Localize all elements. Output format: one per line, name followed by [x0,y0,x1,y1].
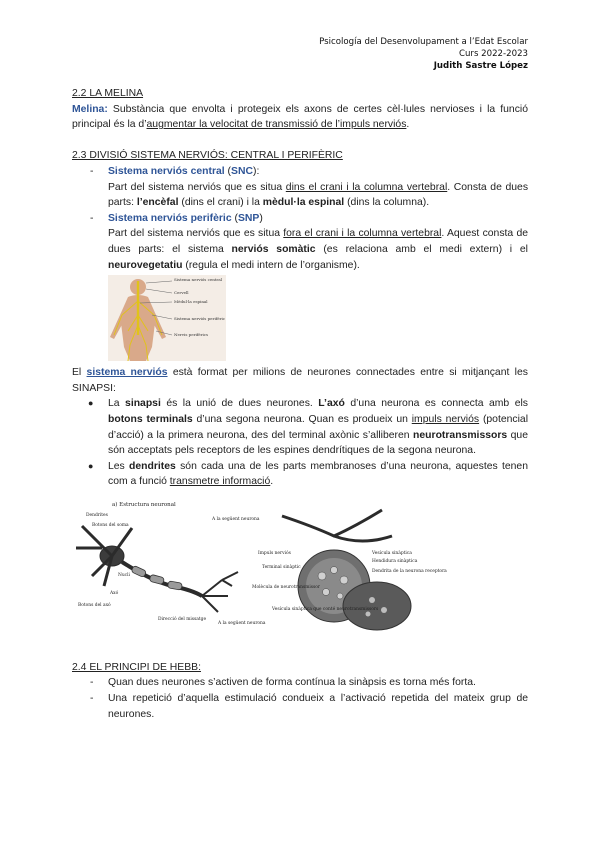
bullet-dot: ● [88,398,94,409]
snp-paren-close: ) [259,212,263,224]
snc-abbr: SNC [231,165,253,177]
b1-t1: La [108,398,126,410]
synapse-bullet-list [72,396,528,490]
snp-name: Sistema nerviós perifèric [108,212,232,224]
snc-d1: Part del sistema nerviós que es situa [108,181,286,193]
bullet-sinapsi [72,396,528,458]
snp-location: fora el crani i la columna vertebral [283,228,442,240]
b2-t2: són cada una de les parts membranoses d’una neurona, aquestes tenen com a funció [108,460,528,488]
melina-function-underlined: augmentar la velocitat de transmissió de l’impuls nerviós [146,119,407,131]
nervous-system-list [72,164,528,273]
snp-neurovegetatiu: neurovegetatiu [108,259,183,271]
synapse-label-dendrita: Dendrita de la neurona receptora [372,568,447,574]
body-illustration [108,275,226,361]
b2-dendrites: dendrites [129,460,176,472]
b1-t2: és la unió de dues neurones. [160,398,319,410]
snc-name: Sistema nerviós central [108,165,225,177]
melina-text-end: . [406,119,410,131]
snp-abbr: SNP [237,212,260,224]
melina-paragraph [72,102,528,133]
b1-neurotransmissors: neurotransmissors [413,429,508,441]
header-author: Judith Sastre López [433,61,528,71]
bullet-dendrites [72,459,528,490]
snc-medulla: mèdul·la espinal [262,197,345,209]
neuron-label-seguent-2: A la següent neurona [218,620,266,626]
snc-paren-open: ( [224,165,232,177]
b2-t3: . [270,476,274,488]
header-course-year: Curs 2022-2023 [458,49,528,59]
list-item-snc: - Sistema nerviós central (SNC): Part del sistema nerviós que es situa dins el crani i la columna vertebral. Consta de dues parts: l’encèfal (dins el crani) i la mèdul·la espinal (dins la columna). [72,164,528,211]
sistema-nervios-link[interactable]: sistema nerviós [86,367,168,379]
snp-somatic: nerviós somàtic [231,243,316,255]
document-body [72,86,528,722]
b1-botons: botons terminals [108,413,193,425]
melina-text: Substància que envolta i protegeix els axons de certes cèl·lules nervioses i la funció principal és la d’ [72,103,528,131]
page-header [319,36,528,72]
nervous-system-body-figure [108,275,226,361]
b1-impuls: impuls nerviós [411,413,480,425]
body-label-snc: Sistema nerviós central [174,277,222,283]
snp-paren-open: ( [231,212,238,224]
snc-encefal: l’encèfal [136,197,179,209]
header-course-title: Psicología del Desenvolupament a l’Edat Escolar [319,37,528,47]
synapse-label-vesicula-nt: Vesícula sinàptica que conté neurotransmissors [272,606,379,612]
neuron-caption: a) Estructura neuronal [112,501,176,508]
melina-term: Melina: [72,103,108,115]
neuron-label-dendrites: Dendrites [86,512,108,518]
synapse-label-impuls: Impuls nerviós [258,550,291,556]
section-2-4-title: 2.4 EL PRINCIPI DE HEBB: [72,661,201,673]
neuron-label-botons-axo: Botons del axó [78,602,111,608]
b2-t1: Les [108,460,130,472]
synapse-intro-1: El [72,367,87,379]
body-label-snp: Sistema nerviós perifèric [174,316,226,322]
snp-d3: (es relaciona amb el medi extern) i el [315,243,528,255]
synapse-label-hendidura: Hendidura sinàptica [372,558,418,564]
b1-t4: d’una segona neurona. Quan es produeix un [192,413,412,425]
snc-location: dins el crani i la columna vertebral [285,181,448,193]
b1-t3: d’una neurona es connecta amb els [344,398,528,410]
snp-d1: Part del sistema nerviós que es situa [108,228,284,240]
neuron-illustration [72,496,528,646]
hebb-item-1-text: Quan dues neurones s’activen de forma contínua la sinàpsis es torna més forta. [108,677,476,689]
body-label-cervell: Cervell [174,290,189,296]
neuron-label-nucli: Nucli [118,572,130,578]
b1-t6: que són acceptats pels receptors de les espines dendrítiques de la segona neurona. [108,429,528,457]
list-item-snp: - Sistema nerviós perifèric (SNP) Part del sistema nerviós que es situa fora el crani i la columna vertebral. Aquest consta de dues parts: el sistema nerviós somàtic (es relaciona amb el medi extern) i el neurovegetatiu (regula el medi intern de l’organisme). [72,211,528,273]
body-label-medulla: Mèdul·la espinal [174,299,208,305]
hebb-item-1: - Quan dues neurones s’activen de forma contínua la sinàpsis es torna més forta. [90,677,476,689]
section-2-3-title: 2.3 DIVISIÓ SISTEMA NERVIÓS: CENTRAL I PERIFÈRIC [72,150,343,162]
b1-axo: L’axó [318,398,345,410]
snc-description [108,180,528,211]
body-label-nervis: Nervis perifèrics [174,332,209,338]
hebb-item-2-text: Una repetició d’aquella estimulació condueix a l’activació repetida del mateix grup de neurones. [108,693,528,720]
snc-d2: . Consta de dues parts: [108,181,529,209]
b1-sinapsi: sinapsi [125,398,161,410]
snc-d4: (dins la columna). [344,197,430,209]
neuron-label-axo: Axó [110,590,119,596]
synapse-label-terminal: Terminal sinàptic [262,564,301,570]
hebb-item-2: - Una repetició d’aquella estimulació condueix a l’activació repetida del mateix grup de neurones. [90,693,528,720]
synapse-label-vesicula: Vesícula sinàptica [372,550,412,556]
neuron-label-direccio: Direcció del missatge [158,616,207,622]
neuron-figure [72,496,528,646]
synapse-label-molecula: Molècula de neurotransmissor [252,584,321,590]
snc-paren-close: ): [252,165,260,177]
b1-t5: (potencial d’acció) a la primera neurona, des del terminal axònic s’alliberen [108,413,529,441]
neuron-label-seguent-1: A la següent neurona [212,516,260,522]
snp-d4: (regula el medi intern de l’organisme). [182,259,360,271]
synapse-intro [72,365,528,396]
bullet-dot: ● [88,460,94,471]
b2-transmetre: transmetre informació [169,476,271,488]
snp-description [108,226,528,273]
synapse-intro-2: està format per milions de neurones connectades entre si mitjançant les SINAPSI: [72,367,528,394]
snc-d3: (dins el crani) i la [178,197,263,209]
snp-d2: . Aquest consta de dues parts: el sistema [108,228,529,255]
hebb-list [72,675,528,722]
section-2-2-title: 2.2 LA MELINA [72,88,144,99]
neuron-label-botons-soma: Botons del soma [92,522,129,528]
